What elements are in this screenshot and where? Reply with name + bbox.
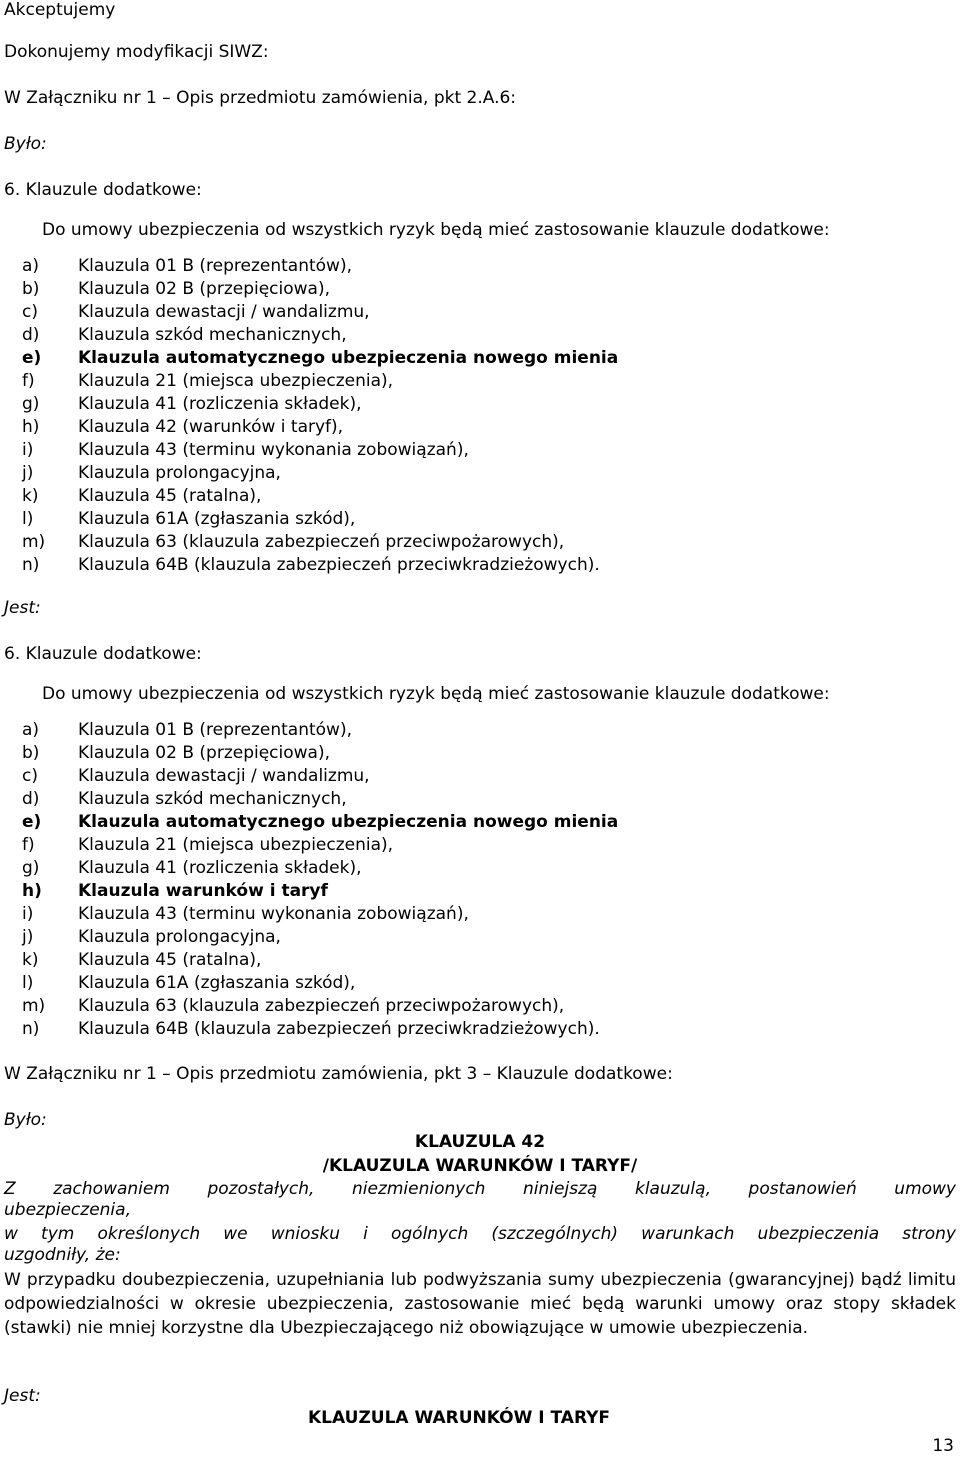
clause-title: KLAUZULA 42 [414, 1132, 546, 1152]
reference-line-1: W Załączniku nr 1 – Opis przedmiotu zamówienia, pkt 2.A.6: [4, 88, 517, 108]
clause-para-2-line-2: uzgodniły, że: [4, 1245, 121, 1265]
clause-para-1-line-1: Z zachowaniem pozostałych, niezmienionych niniejszą klauzulą, postanowień umowy [4, 1179, 956, 1199]
is-label-2: Jest: [4, 1386, 41, 1406]
section-was-heading: 6. Klauzule dodatkowe: [4, 180, 202, 200]
accept-line: Akceptujemy [4, 0, 116, 20]
section-is-heading: 6. Klauzule dodatkowe: [4, 644, 202, 664]
section-was-lead: Do umowy ubezpieczenia od wszystkich ryzyk będą mieć zastosowanie klauzule dodatkowe: [42, 220, 830, 240]
section-is-lead: Do umowy ubezpieczenia od wszystkich ryzyk będą mieć zastosowanie klauzule dodatkowe: [42, 684, 830, 704]
document-page: Akceptujemy Dokonujemy modyfikacji SIWZ: W Załączniku nr 1 – Opis przedmiotu zamówienia, pkt 2.A.6: Było: 6. Klauzule dodatkowe: Do umowy ubezpieczenia od wszystkich ryzyk będą mieć zastosowanie klauzule dodatkowe: a) Klauzula 01 B (reprezentantów), b) Klauzula 02 B (przepięciowa), c) Klauzula dewastacji / wandalizmu, d) Klauzula szkód mechanicznych, e) Klauzula automatycznego ubezpieczenia nowego mienia f) Klauzula 21 (miejsca ubezpieczenia), g) Klauzula 41 (rozliczenia składek), h) Klauzula 42 (warunków i taryf), i) Klauzula 43 (terminu wykonania zobowiązań), j) Klauzula prolongacyjna, k) Klauzula 45 (ratalna), l) Klauzula 61A (zgłaszania szkód), m) Klauzula 63 (klauzula zabezpieczeń przeciwpożarowych), n) Klauzula 64B (klauzula zabezpieczeń przeciwkradzieżowych). Jest: 6. Klauzule dodatkowe: Do umowy ubezpieczenia od wszystkich ryzyk będą mieć zastosowanie klauzule dodatkowe: a) Klauzula 01 B (reprezentantów), b) Klauzula 02 B (przepięciowa), c) Klauzula dewastacji / wandalizmu, d) Klauzula szkód mechanicznych, e) Klauzula automatycznego ubezpieczenia nowego mienia f) Klauzula 21 (miejsca ubezpieczenia), g) Klauzula 41 (rozliczenia składek), h) Klauzula warunków i taryf i) Klauzula 43 (terminu wykonania zobowiązań), j) Klauzula prolongacyjna, k) Klauzula 45 (ratalna), l) Klauzula 61A (zgłaszania szkód), m) Klauzula 63 (klauzula zabezpieczeń przeciwpożarowych), n) Klauzula 64B (klauzula zabezpieczeń przeciwkradzieżowych). W Załączniku nr 1 – Opis przedmiotu zamówienia, pkt 3 – Klauzule dodatkowe: Było: KLAUZULA 42 /KLAUZULA WARUNKÓW I TARYF/ Z zachowaniem pozostałych, niezmienionych niniejszą klauzulą, postanowień umowy ubezpieczenia, w tym określonych we wniosku i ogólnych (szczególnych) warunkach ubezpieczenia strony uzgodniły, że: W przypadku doubezpieczenia, uzupełniania lub podwyższania sumy ubezpieczenia (gwarancyjnej) bądź limitu odpowiedzialności w okresie ubezpieczenia, zastosowanie mieć będą warunki umowy oraz stopy składek (stawki) nie mniej korzystne dla Ubezpieczającego niż obowiązujące w umowie ubezpieczenia. Jest: KLAUZULA WARUNKÓW I TARYF 13 [0, 0, 960, 1460]
clause-para-2-line-1: w tym określonych we wniosku i ogólnych (szczególnych) warunkach ubezpieczenia strony [4, 1224, 956, 1244]
page-number: 13 [932, 1436, 954, 1456]
modify-line: Dokonujemy modyfikacji SIWZ: [4, 42, 269, 62]
clause-subtitle: /KLAUZULA WARUNKÓW I TARYF/ [322, 1156, 638, 1176]
clause-para-3: W przypadku doubezpieczenia, uzupełniania lub podwyższania sumy ubezpieczenia (gwarancyjnej) bądź limitu odpowiedzialności w okresie ubezpieczenia, zastosowanie mieć będą warunki umowy oraz stopy składek (stawki) nie mniej korzystne dla Ubezpieczającego niż obowiązujące w umowie ubezpieczenia. [4, 1270, 956, 1338]
was-label-2: Było: [4, 1110, 47, 1130]
is-label-1: Jest: [4, 598, 41, 618]
clause-para-1-line-2: ubezpieczenia, [4, 1200, 131, 1220]
was-label-1: Było: [4, 134, 47, 154]
new-clause-title: KLAUZULA WARUNKÓW I TARYF [308, 1408, 611, 1428]
reference-line-2: W Załączniku nr 1 – Opis przedmiotu zamówienia, pkt 3 – Klauzule dodatkowe: [4, 1064, 673, 1084]
